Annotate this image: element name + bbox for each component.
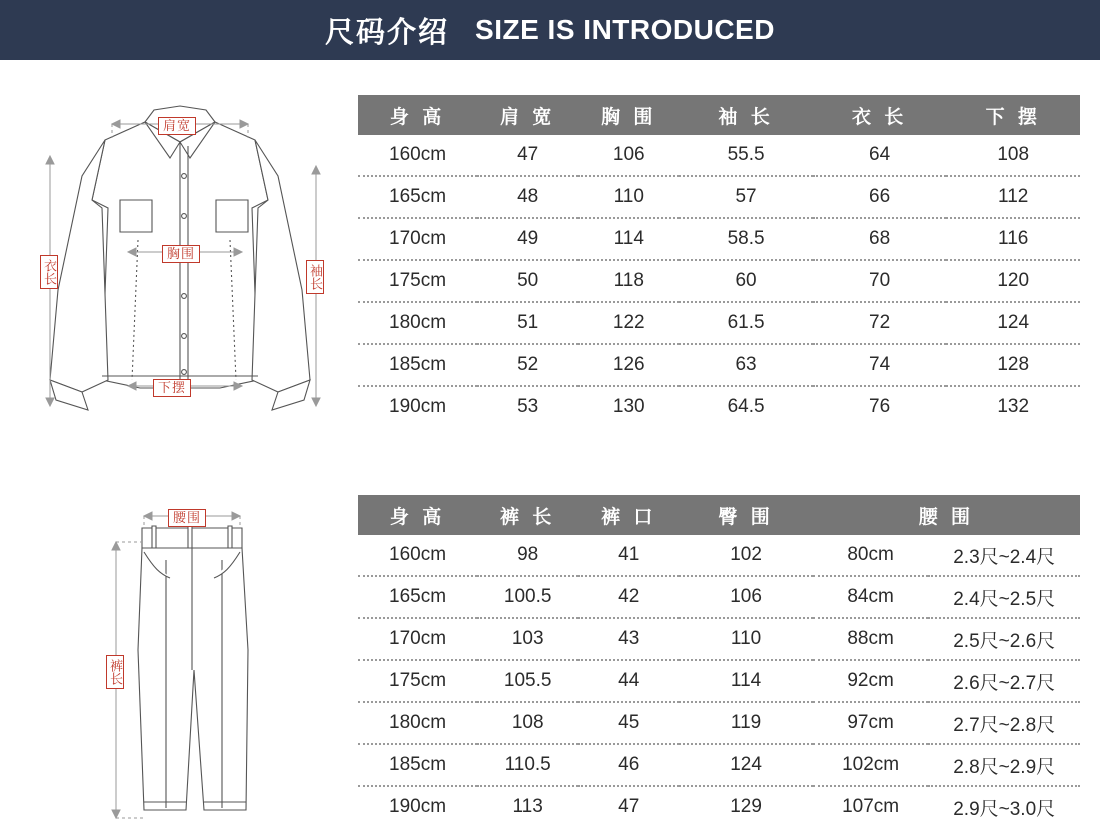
cell-hip: 114 — [679, 660, 813, 702]
cell-height: 190cm — [358, 786, 477, 827]
cell-height: 185cm — [358, 344, 477, 386]
cell-waist-chi: 2.3尺~2.4尺 — [928, 535, 1080, 576]
cell-hem: 128 — [946, 344, 1080, 386]
table-row — [358, 618, 1080, 660]
cell-hem: 132 — [946, 386, 1080, 427]
cell-height: 170cm — [358, 218, 477, 260]
col-header-hip: 臀 围 — [679, 495, 813, 535]
cell-pant-length: 110.5 — [477, 744, 578, 786]
cell-length: 70 — [813, 260, 947, 302]
cell-waist-chi: 2.9尺~3.0尺 — [928, 786, 1080, 827]
table-row — [358, 344, 1080, 386]
col-header-height: 身 高 — [358, 495, 477, 535]
cell-chest: 110 — [578, 176, 679, 218]
cell-waist-chi: 2.8尺~2.9尺 — [928, 744, 1080, 786]
table-row — [358, 260, 1080, 302]
cell-sleeve: 61.5 — [679, 302, 813, 344]
cell-shoulder: 53 — [477, 386, 578, 427]
cell-pant-opening: 42 — [578, 576, 679, 618]
pants-label-pant-length: 裤长 — [106, 655, 124, 689]
col-header-shoulder: 肩 宽 — [477, 95, 578, 135]
cell-length: 66 — [813, 176, 947, 218]
cell-pant-opening: 44 — [578, 660, 679, 702]
cell-waist-cm: 97cm — [813, 702, 929, 744]
cell-height: 175cm — [358, 260, 477, 302]
cell-height: 160cm — [358, 535, 477, 576]
cell-length: 72 — [813, 302, 947, 344]
cell-waist-cm: 92cm — [813, 660, 929, 702]
col-header-sleeve: 袖 长 — [679, 95, 813, 135]
table-row — [358, 576, 1080, 618]
cell-waist-cm: 88cm — [813, 618, 929, 660]
shirt-label-hem: 下摆 — [153, 379, 191, 397]
table-row — [358, 218, 1080, 260]
cell-hip: 129 — [679, 786, 813, 827]
cell-hem: 112 — [946, 176, 1080, 218]
cell-pant-opening: 43 — [578, 618, 679, 660]
table-row — [358, 535, 1080, 576]
cell-pant-length: 103 — [477, 618, 578, 660]
cell-hem: 108 — [946, 135, 1080, 176]
table-row — [358, 302, 1080, 344]
cell-chest: 130 — [578, 386, 679, 427]
cell-height: 185cm — [358, 744, 477, 786]
cell-height: 165cm — [358, 576, 477, 618]
pants-size-table-container — [358, 495, 1080, 827]
page-title-cn: 尺码介绍 — [325, 16, 450, 49]
cell-height: 175cm — [358, 660, 477, 702]
table-row — [358, 744, 1080, 786]
page-header — [0, 0, 1100, 60]
cell-sleeve: 55.5 — [679, 135, 813, 176]
cell-chest: 114 — [578, 218, 679, 260]
cell-pant-length: 108 — [477, 702, 578, 744]
cell-sleeve: 64.5 — [679, 386, 813, 427]
cell-pant-opening: 41 — [578, 535, 679, 576]
cell-shoulder: 48 — [477, 176, 578, 218]
cell-hip: 102 — [679, 535, 813, 576]
table-row — [358, 702, 1080, 744]
col-header-height: 身 高 — [358, 95, 477, 135]
cell-waist-chi: 2.4尺~2.5尺 — [928, 576, 1080, 618]
cell-shoulder: 51 — [477, 302, 578, 344]
pants-figure — [20, 470, 340, 830]
page-title-en: SIZE IS INTRODUCED — [475, 14, 775, 45]
cell-height: 180cm — [358, 702, 477, 744]
pants-label-waist: 腰围 — [168, 509, 206, 527]
cell-waist-cm: 107cm — [813, 786, 929, 827]
cell-sleeve: 60 — [679, 260, 813, 302]
col-header-hem: 下 摆 — [946, 95, 1080, 135]
cell-height: 160cm — [358, 135, 477, 176]
cell-height: 190cm — [358, 386, 477, 427]
cell-waist-cm: 102cm — [813, 744, 929, 786]
cell-chest: 106 — [578, 135, 679, 176]
cell-height: 180cm — [358, 302, 477, 344]
pants-size-table — [358, 495, 1080, 827]
cell-sleeve: 57 — [679, 176, 813, 218]
cell-waist-chi: 2.6尺~2.7尺 — [928, 660, 1080, 702]
cell-pant-opening: 45 — [578, 702, 679, 744]
shirt-size-table — [358, 95, 1080, 427]
cell-shoulder: 52 — [477, 344, 578, 386]
cell-length: 76 — [813, 386, 947, 427]
shirt-label-sleeve: 袖长 — [306, 260, 324, 294]
cell-hip: 119 — [679, 702, 813, 744]
shirt-figure — [20, 80, 340, 430]
table-row — [358, 786, 1080, 827]
cell-waist-chi: 2.5尺~2.6尺 — [928, 618, 1080, 660]
col-header-chest: 胸 围 — [578, 95, 679, 135]
cell-height: 170cm — [358, 618, 477, 660]
cell-waist-cm: 84cm — [813, 576, 929, 618]
table-row — [358, 660, 1080, 702]
cell-waist-chi: 2.7尺~2.8尺 — [928, 702, 1080, 744]
cell-shoulder: 50 — [477, 260, 578, 302]
cell-sleeve: 58.5 — [679, 218, 813, 260]
shirt-label-shoulder: 肩宽 — [158, 117, 196, 135]
cell-length: 74 — [813, 344, 947, 386]
cell-chest: 126 — [578, 344, 679, 386]
cell-hip: 106 — [679, 576, 813, 618]
cell-hem: 116 — [946, 218, 1080, 260]
shirt-size-table-container — [358, 95, 1080, 427]
shirt-label-length: 衣长 — [40, 255, 58, 289]
cell-length: 64 — [813, 135, 947, 176]
table-header-row — [358, 495, 1080, 535]
col-header-pant-length: 裤 长 — [477, 495, 578, 535]
cell-hip: 124 — [679, 744, 813, 786]
cell-chest: 118 — [578, 260, 679, 302]
col-header-pant-opening: 裤 口 — [578, 495, 679, 535]
table-row — [358, 135, 1080, 176]
table-header-row — [358, 95, 1080, 135]
cell-hip: 110 — [679, 618, 813, 660]
cell-hem: 120 — [946, 260, 1080, 302]
cell-pant-length: 105.5 — [477, 660, 578, 702]
cell-sleeve: 63 — [679, 344, 813, 386]
cell-hem: 124 — [946, 302, 1080, 344]
cell-shoulder: 47 — [477, 135, 578, 176]
cell-pant-opening: 46 — [578, 744, 679, 786]
table-row — [358, 386, 1080, 427]
cell-chest: 122 — [578, 302, 679, 344]
cell-waist-cm: 80cm — [813, 535, 929, 576]
col-header-length: 衣 长 — [813, 95, 947, 135]
cell-pant-length: 98 — [477, 535, 578, 576]
shirt-label-chest: 胸围 — [162, 245, 200, 263]
cell-pant-opening: 47 — [578, 786, 679, 827]
cell-pant-length: 113 — [477, 786, 578, 827]
table-row — [358, 176, 1080, 218]
col-header-waist: 腰 围 — [813, 495, 1080, 535]
cell-height: 165cm — [358, 176, 477, 218]
cell-pant-length: 100.5 — [477, 576, 578, 618]
cell-shoulder: 49 — [477, 218, 578, 260]
cell-length: 68 — [813, 218, 947, 260]
